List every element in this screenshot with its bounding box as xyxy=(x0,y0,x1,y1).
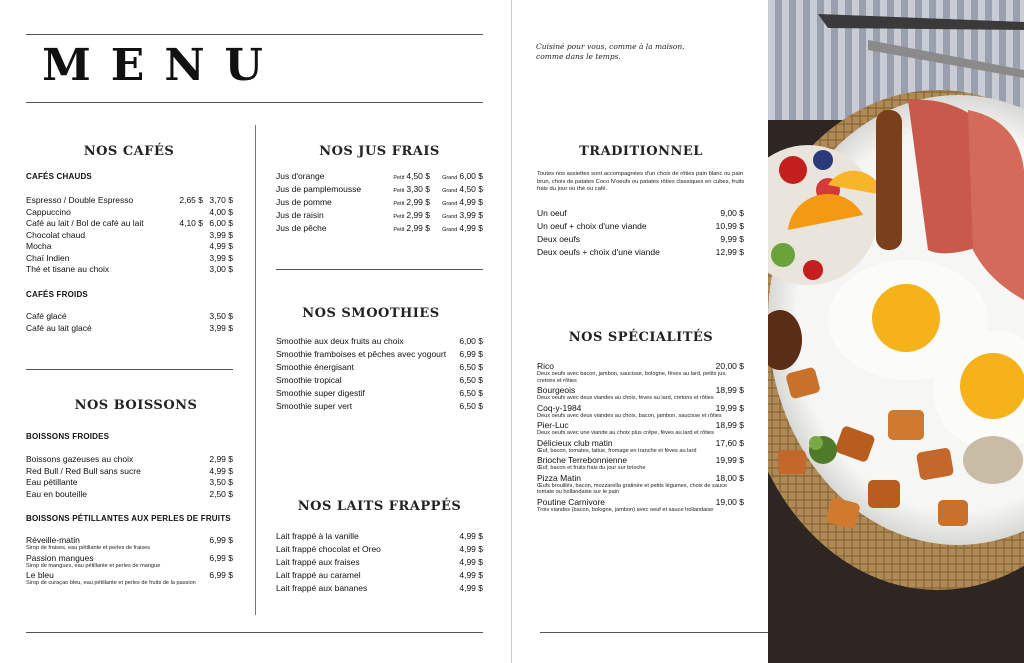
price-value: 4,99 $ xyxy=(459,544,483,554)
section-title-boissons: NOS BOISSONS xyxy=(74,398,198,413)
item-name: Mocha xyxy=(26,241,52,251)
item-name: Jus de pamplemousse xyxy=(276,184,362,194)
item-name: Brioche Terrebonnienne xyxy=(537,455,628,465)
breakfast-plate-photo xyxy=(768,0,1024,663)
menu-row xyxy=(537,207,744,220)
price-value: 2,99 $ xyxy=(406,223,430,233)
item-name: Pizza Matin xyxy=(537,472,581,483)
item-price xyxy=(459,348,483,361)
item-price xyxy=(209,264,233,276)
price-value: 2,99 $ xyxy=(406,197,430,207)
item-price-small xyxy=(393,222,430,237)
menu-item xyxy=(26,570,233,587)
laits-list xyxy=(276,530,483,595)
top-rule xyxy=(26,34,483,35)
menu-row xyxy=(26,207,233,219)
item-price xyxy=(209,454,233,466)
item-name: Lait frappé au caramel xyxy=(276,570,361,580)
item-name: Lait frappé aux fraises xyxy=(276,557,360,567)
item-price xyxy=(209,207,233,219)
price-value: 10,99 $ xyxy=(715,221,744,231)
size-label-small: Petit xyxy=(393,214,405,220)
price-value: 3,50 $ xyxy=(209,311,233,321)
item-name: Lait frappé à la vanille xyxy=(276,531,359,541)
item-name: Passion mangues xyxy=(26,552,94,563)
menu-row xyxy=(26,264,233,276)
menu-row xyxy=(26,241,233,253)
price-value: 6,99 $ xyxy=(459,349,483,359)
menu-item xyxy=(537,361,744,384)
item-name: Smoothie framboises et pêches avec yogourt xyxy=(276,349,447,359)
tagline-line-1: Cuisiné pour vous, comme à la maison, xyxy=(536,42,685,51)
item-name: Bourgeois xyxy=(537,385,576,395)
size-label-large: Grand xyxy=(442,201,458,207)
menu-row xyxy=(537,233,744,246)
item-price: 18,99 $ xyxy=(715,420,744,430)
price-value: 3,50 $ xyxy=(209,477,233,487)
item-price xyxy=(209,230,233,242)
section-title-traditionnel: TRADITIONNEL xyxy=(579,144,703,159)
price-value: 4,99 $ xyxy=(459,570,483,580)
item-description: Deux oeufs avec deux viandes au choix, fèves au lard, cretons et rôties xyxy=(537,395,714,401)
rule-cafes xyxy=(26,369,233,370)
item-price xyxy=(209,477,233,489)
item-price xyxy=(209,253,233,265)
item-description: Œufs brouillés, bacon, mozzarella gratinée et petits légumes, choix de sauce tomate ou hollandaise sur le pain xyxy=(537,482,727,495)
price-value: 6,50 $ xyxy=(459,362,483,372)
item-description: Deux oeufs avec deux viandes au choix, bacon, jambon, saucisse et rôties xyxy=(537,412,722,419)
price-value: 3,99 $ xyxy=(209,252,233,263)
item-name: Café glacé xyxy=(26,311,67,321)
item-name: Jus de raisin xyxy=(276,210,324,220)
item-name: Jus d'orange xyxy=(276,171,325,181)
price-value: 2,65 $ xyxy=(179,195,203,205)
price-value: 4,00 $ xyxy=(209,206,233,217)
item-description: Sirop de fraises, eau pétillante et perles de fraises xyxy=(26,545,151,551)
price-value: 3,99 $ xyxy=(209,322,233,333)
item-description: Œuf, bacon, tomates, laitue, fromage en tranche et fèves au lard xyxy=(537,447,697,454)
smoothies-list xyxy=(276,335,483,413)
menu-item xyxy=(537,403,744,420)
item-price xyxy=(720,207,744,220)
item-price xyxy=(459,387,483,400)
menu-item xyxy=(537,473,744,496)
item-price xyxy=(459,400,483,413)
menu-row xyxy=(276,556,483,569)
menu-row xyxy=(26,489,233,501)
bottom-rule-left xyxy=(26,632,483,633)
tagline xyxy=(536,42,685,62)
size-label-large: Grand xyxy=(442,227,458,233)
item-name: Espresso / Double Espresso xyxy=(26,195,134,205)
item-name: Un oeuf xyxy=(537,208,567,218)
section-title-jus: NOS JUS FRAIS xyxy=(319,144,440,159)
item-price xyxy=(209,311,233,323)
section-title-specialites: NOS SPÉCIALITÉS xyxy=(568,330,714,345)
price-value: 4,50 $ xyxy=(406,171,430,181)
price-value: 6,50 $ xyxy=(459,375,483,385)
price-value: 4,99 $ xyxy=(459,583,483,593)
item-name: Smoothie super vert xyxy=(276,401,353,411)
menu-item xyxy=(26,553,233,570)
price-value: 3,70 $ xyxy=(209,195,233,205)
menu-row xyxy=(276,209,483,222)
menu-row xyxy=(276,374,483,387)
menu-row xyxy=(26,253,233,265)
menu-row xyxy=(276,348,483,361)
menu-row xyxy=(276,387,483,400)
price-value: 2,99 $ xyxy=(209,454,233,464)
item-description: Deux oeufs avec bacon, jambon, saucisse, bologne, fèves au lard, petits jus, cretons et rôties xyxy=(537,371,727,384)
traditionnel-intro: Toutes nos assiettes sont accompagnées d'un choix de rôties pain blanc ou pain brun, choix de patates Coco N'oeufs ou patates rôties classiques en cubes, fruits frais du jour ou thé ou café. xyxy=(537,171,745,192)
boissons-froides-list xyxy=(26,454,233,500)
price-value: 4,99 $ xyxy=(209,465,233,476)
size-label-small: Petit xyxy=(393,227,405,233)
item-price xyxy=(209,466,233,478)
item-name: Délicieux club matin xyxy=(537,437,613,448)
size-label-small: Petit xyxy=(393,188,405,194)
menu-row xyxy=(276,543,483,556)
price-value: 4,99 $ xyxy=(459,197,483,207)
column-divider xyxy=(255,125,256,615)
item-price: 19,00 $ xyxy=(715,496,744,507)
jus-list xyxy=(276,170,483,235)
item-price xyxy=(459,530,483,543)
section-title-laits: NOS LAITS FRAPPÉS xyxy=(297,499,462,514)
item-name: Café au lait / Bol de café au lait xyxy=(26,218,144,228)
item-price: 19,99 $ xyxy=(715,455,744,465)
menu-item xyxy=(537,497,744,514)
cafes-froids-list xyxy=(26,311,233,334)
price-value: 4,99 $ xyxy=(459,531,483,541)
specialites-list xyxy=(537,361,744,514)
subsection-boissons-froides: BOISSONS FROIDES xyxy=(26,432,110,441)
menu-row xyxy=(26,466,233,478)
menu-item xyxy=(537,420,744,437)
item-price: 6,99 $ xyxy=(209,552,233,563)
price-value: 3,99 $ xyxy=(209,229,233,240)
menu-row xyxy=(276,196,483,209)
menu-row xyxy=(26,454,233,466)
menu-item xyxy=(537,438,744,455)
price-value: 2,50 $ xyxy=(209,488,233,499)
breakfast-plate-icon xyxy=(768,0,1024,663)
menu-row xyxy=(537,220,744,233)
item-name: Smoothie aux deux fruits au choix xyxy=(276,336,404,346)
item-price: 18,00 $ xyxy=(715,472,744,483)
menu-row xyxy=(26,477,233,489)
size-label-large: Grand xyxy=(442,214,458,220)
price-value: 4,50 $ xyxy=(459,184,483,194)
item-price xyxy=(716,220,744,233)
item-price xyxy=(459,361,483,374)
item-description: Sirop de curaçao bleu, eau pétillante et perles de fruits de la passion xyxy=(26,580,196,586)
item-price xyxy=(209,323,233,335)
item-price xyxy=(209,195,233,207)
menu-row xyxy=(26,195,233,207)
section-title-cafes: NOS CAFÉS xyxy=(83,144,175,159)
item-price: 19,99 $ xyxy=(715,402,744,413)
size-label-small: Petit xyxy=(393,175,405,181)
item-name: Smoothie tropical xyxy=(276,375,342,385)
item-price-small xyxy=(179,218,203,230)
item-price xyxy=(716,246,744,259)
traditionnel-list xyxy=(537,207,744,259)
item-name: Chocolat chaud xyxy=(26,229,86,240)
size-label-small: Petit xyxy=(393,201,405,207)
price-value: 3,99 $ xyxy=(459,210,483,220)
item-name: Rico xyxy=(537,361,555,371)
price-value: 12,99 $ xyxy=(715,247,744,257)
menu-row xyxy=(276,530,483,543)
item-name: Smoothie super digestif xyxy=(276,388,365,398)
item-name: Boissons gazeuses au choix xyxy=(26,454,134,464)
item-name: Eau pétillante xyxy=(26,477,78,487)
item-name: Coq-y-1984 xyxy=(537,402,582,413)
item-price: 6,99 $ xyxy=(209,535,233,545)
item-name: Red Bull / Red Bull sans sucre xyxy=(26,465,141,476)
item-price: 17,60 $ xyxy=(715,437,744,448)
menu-row xyxy=(537,246,744,259)
item-name: Pier-Luc xyxy=(537,420,569,430)
price-value: 4,99 $ xyxy=(459,223,483,233)
rule-jus xyxy=(276,269,483,270)
price-value: 6,00 $ xyxy=(459,336,483,346)
subsection-boissons-perles: BOISSONS PÉTILLANTES AUX PERLES DE FRUITS xyxy=(26,514,231,523)
item-description: Sirop de mangues, eau pétillante et perles de mangue xyxy=(26,562,161,569)
item-price xyxy=(459,569,483,582)
cafes-chauds-list xyxy=(26,195,233,276)
menu-row xyxy=(276,582,483,595)
menu-row xyxy=(26,311,233,323)
price-value: 6,00 $ xyxy=(459,171,483,181)
item-name: Smoothie énergisant xyxy=(276,362,354,372)
price-value: 6,50 $ xyxy=(459,401,483,411)
price-value: 4,99 $ xyxy=(459,557,483,567)
item-price-small xyxy=(179,195,203,207)
price-value: 6,00 $ xyxy=(209,218,233,228)
price-value: 9,00 $ xyxy=(720,208,744,218)
subsection-cafes-chauds: CAFÉS CHAUDS xyxy=(26,172,92,181)
item-name: Réveille-matin xyxy=(26,535,80,545)
item-name: Chaï Indien xyxy=(26,252,70,263)
menu-row xyxy=(26,323,233,335)
menu-row xyxy=(276,222,483,235)
item-price: 18,99 $ xyxy=(715,385,744,395)
menu-row xyxy=(26,218,233,230)
section-title-smoothies: NOS SMOOTHIES xyxy=(302,306,440,321)
item-name: Jus de pomme xyxy=(276,197,332,207)
boissons-perles-list xyxy=(26,535,233,588)
menu-item xyxy=(537,385,744,402)
item-price: 6,99 $ xyxy=(209,570,233,580)
item-price xyxy=(459,335,483,348)
item-description: Deux oeufs avec une viande au choix plus crêpe, fèves au lard et rôties xyxy=(537,430,714,436)
item-price xyxy=(209,218,233,230)
item-price xyxy=(459,374,483,387)
item-name: Lait frappé aux bananes xyxy=(276,583,368,593)
menu-row xyxy=(276,361,483,374)
menu-item xyxy=(537,455,744,472)
price-value: 6,50 $ xyxy=(459,388,483,398)
item-price xyxy=(459,543,483,556)
menu-row xyxy=(276,335,483,348)
item-name: Poutine Carnivore xyxy=(537,496,606,507)
item-description: Œuf, bacon et fruits frais du jour sur brioche xyxy=(537,465,646,471)
item-name: Eau en bouteille xyxy=(26,488,87,499)
item-name: Un oeuf + choix d'une viande xyxy=(537,221,647,231)
item-name: Lait frappé chocolat et Oreo xyxy=(276,544,381,554)
item-price xyxy=(209,241,233,253)
item-name: Deux oeufs xyxy=(537,234,580,244)
item-name: Café au lait glacé xyxy=(26,322,92,333)
item-price xyxy=(442,222,483,237)
tagline-line-2: comme dans le temps. xyxy=(536,52,621,61)
item-price xyxy=(209,489,233,501)
subsection-cafes-froids: CAFÉS FROIDS xyxy=(26,290,88,299)
item-name: Le bleu xyxy=(26,570,54,580)
item-name: Jus de pêche xyxy=(276,223,327,233)
item-price: 20,00 $ xyxy=(715,361,744,371)
item-description: Trois viandes (bacon, bologne, jambon) avec oeuf et sauce hollandaise xyxy=(537,506,714,513)
page-fold xyxy=(511,0,512,663)
item-price xyxy=(459,582,483,595)
menu-row xyxy=(276,170,483,183)
menu-row xyxy=(276,569,483,582)
price-value: 9,99 $ xyxy=(720,234,744,244)
price-value: 3,30 $ xyxy=(406,184,430,194)
size-label-large: Grand xyxy=(442,175,458,181)
price-value: 4,99 $ xyxy=(209,241,233,251)
item-name: Thé et tisane au choix xyxy=(26,264,110,274)
price-value: 2,99 $ xyxy=(406,210,430,220)
menu-row xyxy=(26,230,233,242)
item-price xyxy=(720,233,744,246)
title-rule xyxy=(26,102,483,103)
item-price xyxy=(459,556,483,569)
item-name: Deux oeufs + choix d'une viande xyxy=(537,247,660,257)
menu-row xyxy=(276,400,483,413)
menu-item xyxy=(26,535,233,552)
price-value: 4,10 $ xyxy=(179,218,203,228)
menu-title: MENU xyxy=(42,40,283,91)
price-value: 3,00 $ xyxy=(209,264,233,274)
item-name: Cappuccino xyxy=(26,206,71,217)
menu-row xyxy=(276,183,483,196)
size-label-large: Grand xyxy=(442,188,458,194)
